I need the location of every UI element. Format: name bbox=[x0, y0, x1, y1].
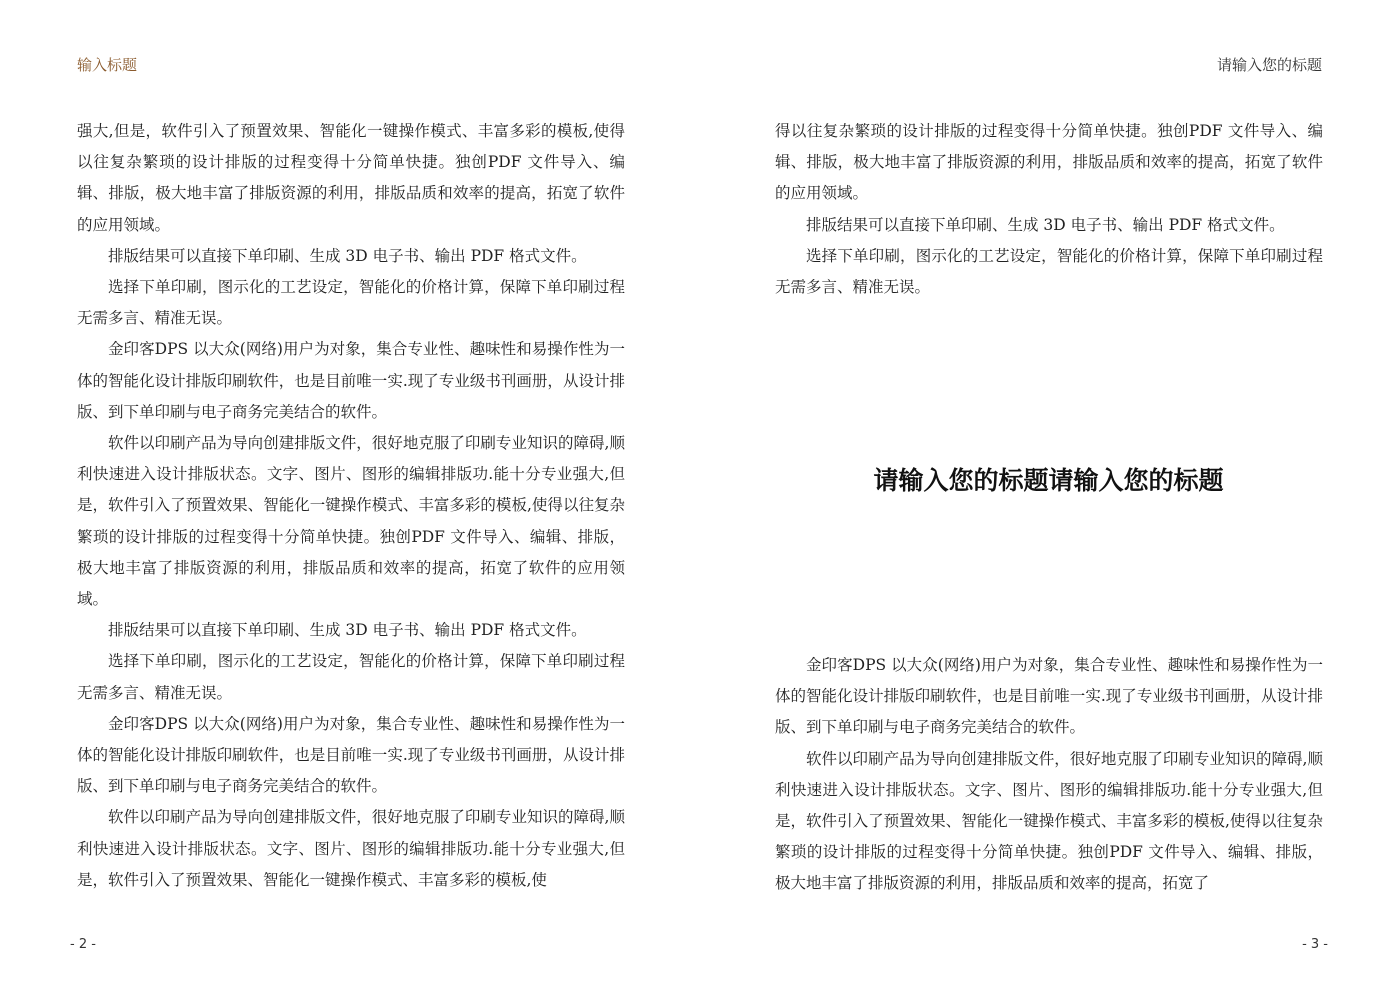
paragraph: 金印客DPS 以大众(网络)用户为对象，集合专业性、趣味性和易操作性为一体的智能化设计排版印刷软件，也是目前唯一实.现了专业级书刊画册，从设计排版、到下单印刷与电子商务完美结合的软件。 bbox=[775, 656, 1323, 737]
paragraph: 排版结果可以直接下单印刷、生成 3D 电子书、输出 PDF 格式文件。 bbox=[108, 246, 587, 265]
left-page-number: - 2 - bbox=[70, 937, 96, 952]
paragraph: 选择下单印刷，图示化的工艺设定，智能化的价格计算，保障下单印刷过程无需多言、精准无误。 bbox=[77, 278, 625, 328]
right-page-number: - 3 - bbox=[1302, 937, 1328, 952]
right-page bbox=[699, 0, 1398, 982]
left-page-header: 输入标题 bbox=[77, 56, 138, 74]
paragraph: 软件以印刷产品为导向创建排版文件，很好地克服了印刷专业知识的障碍,顺利快速进入设计排版状态。文字、图片、图形的编辑排版功.能十分专业强大,但是，软件引入了预置效果、智能化一键操作模式、丰富多彩的模板,使得以往复杂繁琐的设计排版的过程变得十分简单快捷。独创PDF 文件导入、编辑、排版，极大地丰富了排版资源的利用，排版品质和效率的提高，拓宽了 bbox=[775, 749, 1323, 893]
paragraph: 金印客DPS 以大众(网络)用户为对象，集合专业性、趣味性和易操作性为一体的智能化设计排版印刷软件，也是目前唯一实.现了专业级书刊画册，从设计排版、到下单印刷与电子商务完美结合的软件。 bbox=[77, 340, 625, 421]
paragraph: 软件以印刷产品为导向创建排版文件，很好地克服了印刷专业知识的障碍,顺利快速进入设计排版状态。文字、图片、图形的编辑排版功.能十分专业强大,但是，软件引入了预置效果、智能化一键操作模式、丰富多彩的模板,使得以往复杂繁琐的设计排版的过程变得十分简单快捷。独创PDF 文件导入、编辑、排版，极大地丰富了排版资源的利用，排版品质和效率的提高，拓宽了软件的应用领域。 bbox=[77, 434, 625, 609]
paragraph: 金印客DPS 以大众(网络)用户为对象，集合专业性、趣味性和易操作性为一体的智能化设计排版印刷软件，也是目前唯一实.现了专业级书刊画册，从设计排版、到下单印刷与电子商务完美结合的软件。 bbox=[77, 714, 625, 796]
paragraph: 软件以印刷产品为导向创建排版文件，很好地克服了印刷专业知识的障碍,顺利快速进入设计排版状态。文字、图片、图形的编辑排版功.能十分专业强大,但是，软件引入了预置效果、智能化一键操作模式、丰富多彩的模板,使 bbox=[77, 808, 625, 889]
right-page-header: 请输入您的标题 bbox=[1216, 56, 1322, 74]
section-title: 请输入您的标题请输入您的标题 bbox=[873, 466, 1224, 495]
paragraph: 排版结果可以直接下单印刷、生成 3D 电子书、输出 PDF 格式文件。 bbox=[108, 621, 587, 640]
paragraph: 强大,但是，软件引入了预置效果、智能化一键操作模式、丰富多彩的模板,使得以往复杂繁琐的设计排版的过程变得十分简单快捷。独创PDF 文件导入、编辑、排版，极大地丰富了排版资源的利用，排版品质和效率的提高，拓宽了软件的应用领域。 bbox=[77, 122, 625, 234]
paragraph: 排版结果可以直接下单印刷、生成 3D 电子书、输出 PDF 格式文件。 bbox=[806, 215, 1285, 234]
right-page-body-top bbox=[775, 116, 1323, 303]
paragraph: 得以往复杂繁琐的设计排版的过程变得十分简单快捷。独创PDF 文件导入、编辑、排版，极大地丰富了排版资源的利用，排版品质和效率的提高，拓宽了软件的应用领域。 bbox=[775, 122, 1323, 203]
paragraph: 选择下单印刷，图示化的工艺设定，智能化的价格计算，保障下单印刷过程无需多言、精准无误。 bbox=[77, 652, 625, 702]
right-page-body-bottom bbox=[775, 650, 1323, 900]
left-page-body bbox=[77, 116, 625, 896]
paragraph: 选择下单印刷，图示化的工艺设定，智能化的价格计算，保障下单印刷过程无需多言、精准无误。 bbox=[775, 246, 1323, 297]
